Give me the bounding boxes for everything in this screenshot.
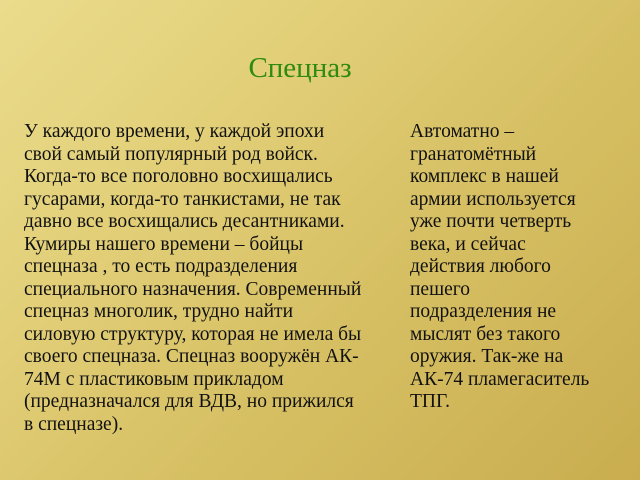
slide-title: Спецназ bbox=[248, 52, 352, 84]
left-text-line: спецназа , то есть подразделения bbox=[24, 256, 298, 277]
left-text-line: У каждого времени, у каждой эпохи bbox=[24, 121, 325, 142]
left-text-line: спецназ многолик, трудно найти bbox=[24, 301, 294, 322]
left-text-line: 74М с пластиковым прикладом bbox=[24, 368, 284, 390]
left-text-line: Кумиры нашего времени – бойцы bbox=[24, 233, 304, 255]
left-text-line: Когда-то все поголовно восхищались bbox=[24, 166, 333, 187]
left-text-line: (предназначался для ВДВ, но прижился bbox=[24, 391, 354, 412]
left-text-line: специального назначения. Современный bbox=[24, 278, 362, 300]
right-text-line: армии используется bbox=[410, 188, 576, 210]
right-text-line: уже почти четверть bbox=[410, 211, 572, 232]
right-text-line: гранатомётный bbox=[410, 143, 537, 165]
right-text-column bbox=[410, 121, 625, 414]
right-text-line: Автоматно – bbox=[410, 121, 515, 142]
right-text-line: века, и сейчас bbox=[410, 233, 526, 255]
right-text-line: АК-74 пламегаситель bbox=[410, 368, 590, 390]
left-text-line: давно все восхищались десантниками. bbox=[24, 211, 345, 232]
right-text-line: комплекс в нашей bbox=[410, 166, 559, 187]
right-text-line: действия любого bbox=[410, 256, 551, 277]
left-text-line: в спецназе). bbox=[24, 413, 124, 435]
left-text-line: своего спецназа. Спецназ вооружён АК- bbox=[24, 346, 359, 367]
right-text-line: ТПГ. bbox=[410, 391, 450, 412]
right-text-line: пешего bbox=[410, 278, 471, 300]
left-text-line: гусарами, когда-то танкистами, не так bbox=[24, 188, 341, 210]
right-text-line: мыслят без такого bbox=[410, 323, 561, 345]
left-text-column bbox=[24, 121, 396, 436]
left-text-line: силовую структуру, которая не имела бы bbox=[24, 323, 362, 345]
right-text-line: подразделения не bbox=[410, 301, 557, 322]
right-text-line: оружия. Так-же на bbox=[410, 346, 564, 367]
left-text-line: свой самый популярный род войск. bbox=[24, 143, 318, 165]
